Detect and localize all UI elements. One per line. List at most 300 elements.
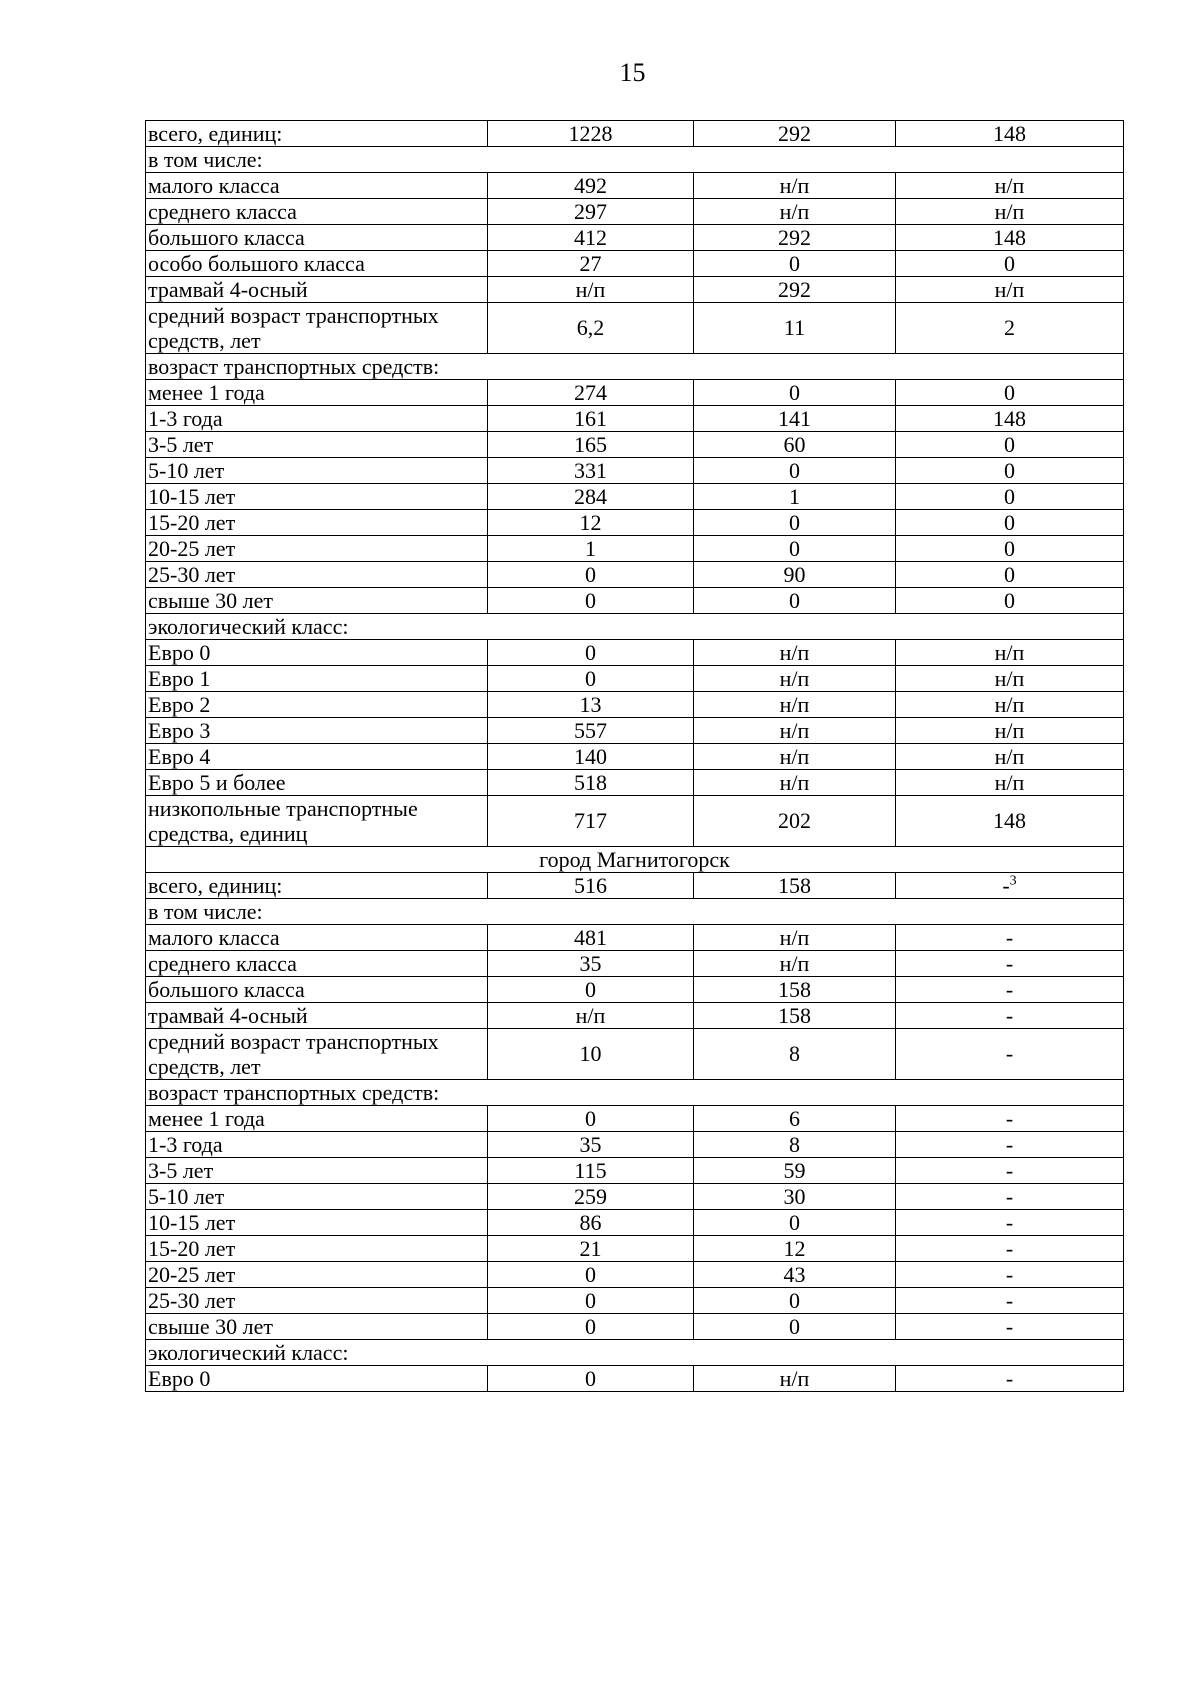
value-cell-col1 [488,173,694,199]
row-label: средний возраст транспортных средств, лет [146,303,488,354]
row-label: малого класса [146,173,488,199]
cell-value: 1228 [568,120,613,146]
value-cell-col3 [896,458,1124,484]
row-label: Евро 5 и более [146,770,488,796]
row-label: менее 1 года [146,380,488,406]
cell-value: н/п [994,276,1025,302]
value-cell-col1 [488,1158,694,1184]
value-cell-col3 [896,692,1124,718]
value-cell-col1 [488,1184,694,1210]
cell-value: н/п [994,639,1025,665]
value-cell-col2 [694,536,896,562]
value-cell-col1 [488,510,694,536]
value-cell-col1 [488,562,694,588]
table-row [146,1184,1124,1210]
table-row [146,925,1124,951]
row-label: трамвай 4-осный [146,277,488,303]
row-label: среднего класса [146,951,488,977]
cell-value: 141 [778,405,811,431]
cell-value: - [1005,1131,1014,1157]
table-row [146,354,1124,380]
cell-value: - [1005,1235,1014,1261]
cell-value: 0 [1004,587,1015,613]
table-row [146,1340,1124,1366]
table-row [146,614,1124,640]
cell-value: - [1005,1209,1014,1235]
row-label: среднего класса [146,199,488,225]
cell-value: 0 [585,587,596,613]
table-row [146,692,1124,718]
cell-value: - [1005,1365,1014,1391]
value-cell-col2 [694,692,896,718]
value-cell-col1 [488,303,694,354]
cell-value: 158 [778,872,811,898]
value-cell-col2 [694,1236,896,1262]
cell-value: 43 [783,1261,806,1287]
value-cell-col3 [896,251,1124,277]
value-cell-col2 [694,1314,896,1340]
cell-value: 412 [574,224,607,250]
value-cell-col1 [488,380,694,406]
cell-value: 0 [585,1313,596,1339]
value-cell-col3 [896,199,1124,225]
value-cell-col2 [694,977,896,1003]
cell-value: 59 [783,1157,806,1183]
cell-value: 492 [574,172,607,198]
value-cell-col1 [488,796,694,847]
table-row [146,1003,1124,1029]
cell-value: н/п [779,717,810,743]
value-cell-col3 [896,1029,1124,1080]
cell-value: - [1005,1041,1014,1066]
cell-value: 0 [789,1287,800,1313]
row-label: 3-5 лет [146,1158,488,1184]
cell-value: 0 [1004,509,1015,535]
cell-value: 297 [574,198,607,224]
value-cell-col1 [488,1366,694,1392]
cell-value: 0 [1004,250,1015,276]
cell-value: 0 [1004,561,1015,587]
cell-value: 140 [574,743,607,769]
value-cell-col1 [488,1106,694,1132]
cell-value: 292 [778,120,811,146]
cell-value: 10 [579,1041,602,1066]
value-cell-col3 [896,718,1124,744]
value-cell-col2 [694,666,896,692]
table-row [146,873,1124,899]
cell-value: н/п [779,172,810,198]
cell-value: 148 [993,224,1026,250]
value-cell-col2 [694,796,896,847]
value-cell-col1 [488,199,694,225]
value-cell-col1 [488,692,694,718]
table-row [146,1366,1124,1392]
cell-value: 158 [778,976,811,1002]
cell-value: н/п [779,691,810,717]
table-row [146,718,1124,744]
cell-value: 12 [783,1235,806,1261]
table-row [146,1132,1124,1158]
value-cell-col3 [896,1132,1124,1158]
cell-value: н/п [994,665,1025,691]
cell-value: - [1005,1183,1014,1209]
row-label: 10-15 лет [146,1210,488,1236]
table-row [146,1029,1124,1080]
cell-value: - [1005,1105,1014,1131]
table-row [146,225,1124,251]
cell-value: - [1005,950,1014,976]
row-label: 25-30 лет [146,1288,488,1314]
row-label: 10-15 лет [146,484,488,510]
cell-value: 259 [574,1183,607,1209]
cell-value: н/п [994,691,1025,717]
row-label: всего, единиц: [146,873,488,899]
value-cell-col3 [896,588,1124,614]
cell-value: 11 [783,315,806,340]
row-label: трамвай 4-осный [146,1003,488,1029]
cell-value: 0 [585,1261,596,1287]
cell-value: 0 [585,1105,596,1131]
cell-value: 0 [789,535,800,561]
row-label: особо большого класса [146,251,488,277]
cell-value: н/п [994,717,1025,743]
value-cell-col2 [694,173,896,199]
value-cell-col3 [896,225,1124,251]
cell-value: 0 [585,976,596,1002]
value-cell-col1 [488,277,694,303]
cell-value: 0 [585,561,596,587]
cell-value: н/п [994,743,1025,769]
value-cell-col3 [896,1210,1124,1236]
cell-value: 0 [789,379,800,405]
value-cell-col1 [488,1236,694,1262]
value-cell-col2 [694,380,896,406]
value-cell-col3 [896,484,1124,510]
table-row [146,406,1124,432]
value-cell-col3 [896,796,1124,847]
value-cell-col1 [488,744,694,770]
table-row [146,484,1124,510]
row-label: Евро 0 [146,1366,488,1392]
cell-value: 148 [993,808,1026,833]
group-heading: возраст транспортных средств: [146,354,1124,380]
row-label: 15-20 лет [146,1236,488,1262]
value-cell-col2 [694,277,896,303]
cell-value: - [1005,1287,1014,1313]
table-row [146,770,1124,796]
cell-value: 292 [778,276,811,302]
cell-value: 13 [579,691,602,717]
cell-value: - [1005,1261,1014,1287]
cell-value: 158 [778,1002,811,1028]
cell-value: 0 [789,457,800,483]
row-label: Евро 2 [146,692,488,718]
cell-value: 0 [789,1313,800,1339]
table-row [146,666,1124,692]
cell-value: 35 [579,1131,602,1157]
cell-value: 0 [789,509,800,535]
table-row [146,899,1124,925]
cell-value: 274 [574,379,607,405]
value-cell-col1 [488,977,694,1003]
cell-value: - [1005,1157,1014,1183]
table-row [146,744,1124,770]
value-cell-col1 [488,1262,694,1288]
value-cell-col1 [488,718,694,744]
table-row [146,796,1124,847]
value-cell-col2 [694,640,896,666]
table-row [146,536,1124,562]
cell-value: - [1005,1002,1014,1028]
value-cell-col3 [896,1314,1124,1340]
group-heading: экологический класс: [146,614,1124,640]
cell-value: 86 [579,1209,602,1235]
group-heading: экологический класс: [146,1340,1124,1366]
cell-value: 0 [789,250,800,276]
cell-value: н/п [779,743,810,769]
value-cell-col3 [896,666,1124,692]
cell-value: 292 [778,224,811,250]
value-cell-col1 [488,1029,694,1080]
table-row [146,1288,1124,1314]
table-row [146,173,1124,199]
value-cell-col2 [694,199,896,225]
value-cell-col3 [896,977,1124,1003]
value-cell-col2 [694,562,896,588]
table-row [146,977,1124,1003]
group-heading: в том числе: [146,899,1124,925]
value-cell-col3 [896,510,1124,536]
value-cell-col2 [694,1132,896,1158]
cell-value: 1 [585,535,596,561]
cell-value: 35 [579,950,602,976]
cell-value: 2 [1004,315,1015,340]
value-cell-col3 [896,121,1124,147]
row-label: Евро 4 [146,744,488,770]
table-row [146,1106,1124,1132]
section-heading: город Магнитогорск [146,847,1124,873]
value-cell-col1 [488,666,694,692]
value-cell-col1 [488,432,694,458]
cell-value: н/п [779,769,810,795]
value-cell-col2 [694,1366,896,1392]
cell-value: н/п [994,172,1025,198]
cell-value: 165 [574,431,607,457]
cell-value: - [1005,924,1014,950]
cell-value: 717 [574,808,607,833]
table-row [146,277,1124,303]
row-label: 5-10 лет [146,1184,488,1210]
row-label: большого класса [146,977,488,1003]
row-label: Евро 3 [146,718,488,744]
cell-value: н/п [779,924,810,950]
table-row [146,847,1124,873]
value-cell-col2 [694,225,896,251]
value-cell-col1 [488,770,694,796]
row-label: свыше 30 лет [146,588,488,614]
cell-value: 90 [783,561,806,587]
row-label: 20-25 лет [146,536,488,562]
table-row [146,147,1124,173]
cell-value: 0 [1004,457,1015,483]
value-cell-col3 [896,1366,1124,1392]
value-cell-col3 [896,951,1124,977]
value-cell-col2 [694,1184,896,1210]
value-cell-col1 [488,251,694,277]
value-cell-col1 [488,588,694,614]
row-label: средний возраст транспортных средств, лет [146,1029,488,1080]
row-label: 1-3 года [146,406,488,432]
cell-value: н/п [994,198,1025,224]
value-cell-col3 [896,303,1124,354]
value-cell-col2 [694,510,896,536]
row-label: большого класса [146,225,488,251]
value-cell-col3 [896,1288,1124,1314]
footnote-marker: 3 [1009,873,1017,889]
table-row [146,951,1124,977]
row-label: 5-10 лет [146,458,488,484]
table-row [146,510,1124,536]
transport-statistics-table [145,120,1124,1392]
cell-value: 0 [1004,431,1015,457]
value-cell-col3 [896,277,1124,303]
value-cell-col2 [694,303,896,354]
row-label: малого класса [146,925,488,951]
value-cell-col2 [694,1106,896,1132]
table-row [146,380,1124,406]
cell-value: 27 [579,250,602,276]
table-row [146,1262,1124,1288]
value-cell-col1 [488,536,694,562]
cell-value: 148 [993,405,1026,431]
value-cell-col3 [896,380,1124,406]
value-cell-col2 [694,458,896,484]
value-cell-col3 [896,1106,1124,1132]
value-cell-col2 [694,1262,896,1288]
value-cell-col1 [488,873,694,899]
value-cell-col1 [488,1314,694,1340]
value-cell-col1 [488,1132,694,1158]
value-cell-col3 [896,562,1124,588]
cell-value: 161 [574,405,607,431]
cell-value: 0 [585,1365,596,1391]
value-cell-col2 [694,432,896,458]
value-cell-col1 [488,640,694,666]
table-row [146,199,1124,225]
cell-value: 6 [789,1105,800,1131]
value-cell-col2 [694,718,896,744]
value-cell-col3 [896,925,1124,951]
cell-value: 8 [789,1131,800,1157]
table-row [146,432,1124,458]
row-label: 1-3 года [146,1132,488,1158]
cell-value: 0 [585,1287,596,1313]
value-cell-col3 [896,173,1124,199]
cell-value: 518 [574,769,607,795]
cell-value: 30 [783,1183,806,1209]
group-heading: возраст транспортных средств: [146,1080,1124,1106]
group-heading: в том числе: [146,147,1124,173]
cell-value: - [1005,976,1014,1002]
value-cell-col1 [488,1003,694,1029]
row-label: 20-25 лет [146,1262,488,1288]
cell-value: 6,2 [576,315,605,340]
cell-value: н/п [994,769,1025,795]
value-cell-col2 [694,951,896,977]
value-cell-col3 [896,744,1124,770]
cell-value: 12 [579,509,602,535]
cell-value: 0 [789,587,800,613]
cell-value: 0 [789,1209,800,1235]
cell-value: - [1005,1313,1014,1339]
table-row [146,458,1124,484]
cell-value: н/п [779,198,810,224]
cell-value: 115 [574,1157,607,1183]
value-cell-col2 [694,1003,896,1029]
table-row [146,562,1124,588]
cell-value: 557 [574,717,607,743]
value-cell-col1 [488,1288,694,1314]
cell-value: н/п [779,639,810,665]
page-number: 15 [619,58,646,87]
value-cell-col3 [896,873,1124,899]
row-label: всего, единиц: [146,121,488,147]
cell-value: 21 [579,1235,602,1261]
cell-value: 0 [1004,379,1015,405]
value-cell-col1 [488,225,694,251]
value-cell-col2 [694,770,896,796]
table-row [146,121,1124,147]
table-row [146,303,1124,354]
cell-value: н/п [575,276,606,302]
table-row [146,640,1124,666]
cell-value: н/п [779,665,810,691]
row-label: свыше 30 лет [146,1314,488,1340]
cell-value: 0 [585,665,596,691]
row-label: Евро 0 [146,640,488,666]
value-cell-col2 [694,873,896,899]
row-label: 15-20 лет [146,510,488,536]
value-cell-col1 [488,458,694,484]
cell-value: н/п [779,950,810,976]
value-cell-col3 [896,640,1124,666]
value-cell-col2 [694,1158,896,1184]
table-body [146,121,1124,1392]
value-cell-col2 [694,744,896,770]
value-cell-col3 [896,432,1124,458]
value-cell-col3 [896,1003,1124,1029]
row-label: Евро 1 [146,666,488,692]
value-cell-col3 [896,1236,1124,1262]
value-cell-col2 [694,1288,896,1314]
table-row [146,1210,1124,1236]
value-cell-col2 [694,925,896,951]
value-cell-col2 [694,121,896,147]
value-cell-col2 [694,484,896,510]
value-cell-col2 [694,1029,896,1080]
value-cell-col3 [896,1262,1124,1288]
value-cell-col2 [694,251,896,277]
table-row [146,251,1124,277]
value-cell-col2 [694,406,896,432]
row-label: 3-5 лет [146,432,488,458]
value-cell-col1 [488,121,694,147]
value-cell-col2 [694,588,896,614]
cell-value: н/п [779,1365,810,1391]
cell-value: 516 [574,872,607,898]
table-row [146,588,1124,614]
cell-value: н/п [575,1002,606,1028]
